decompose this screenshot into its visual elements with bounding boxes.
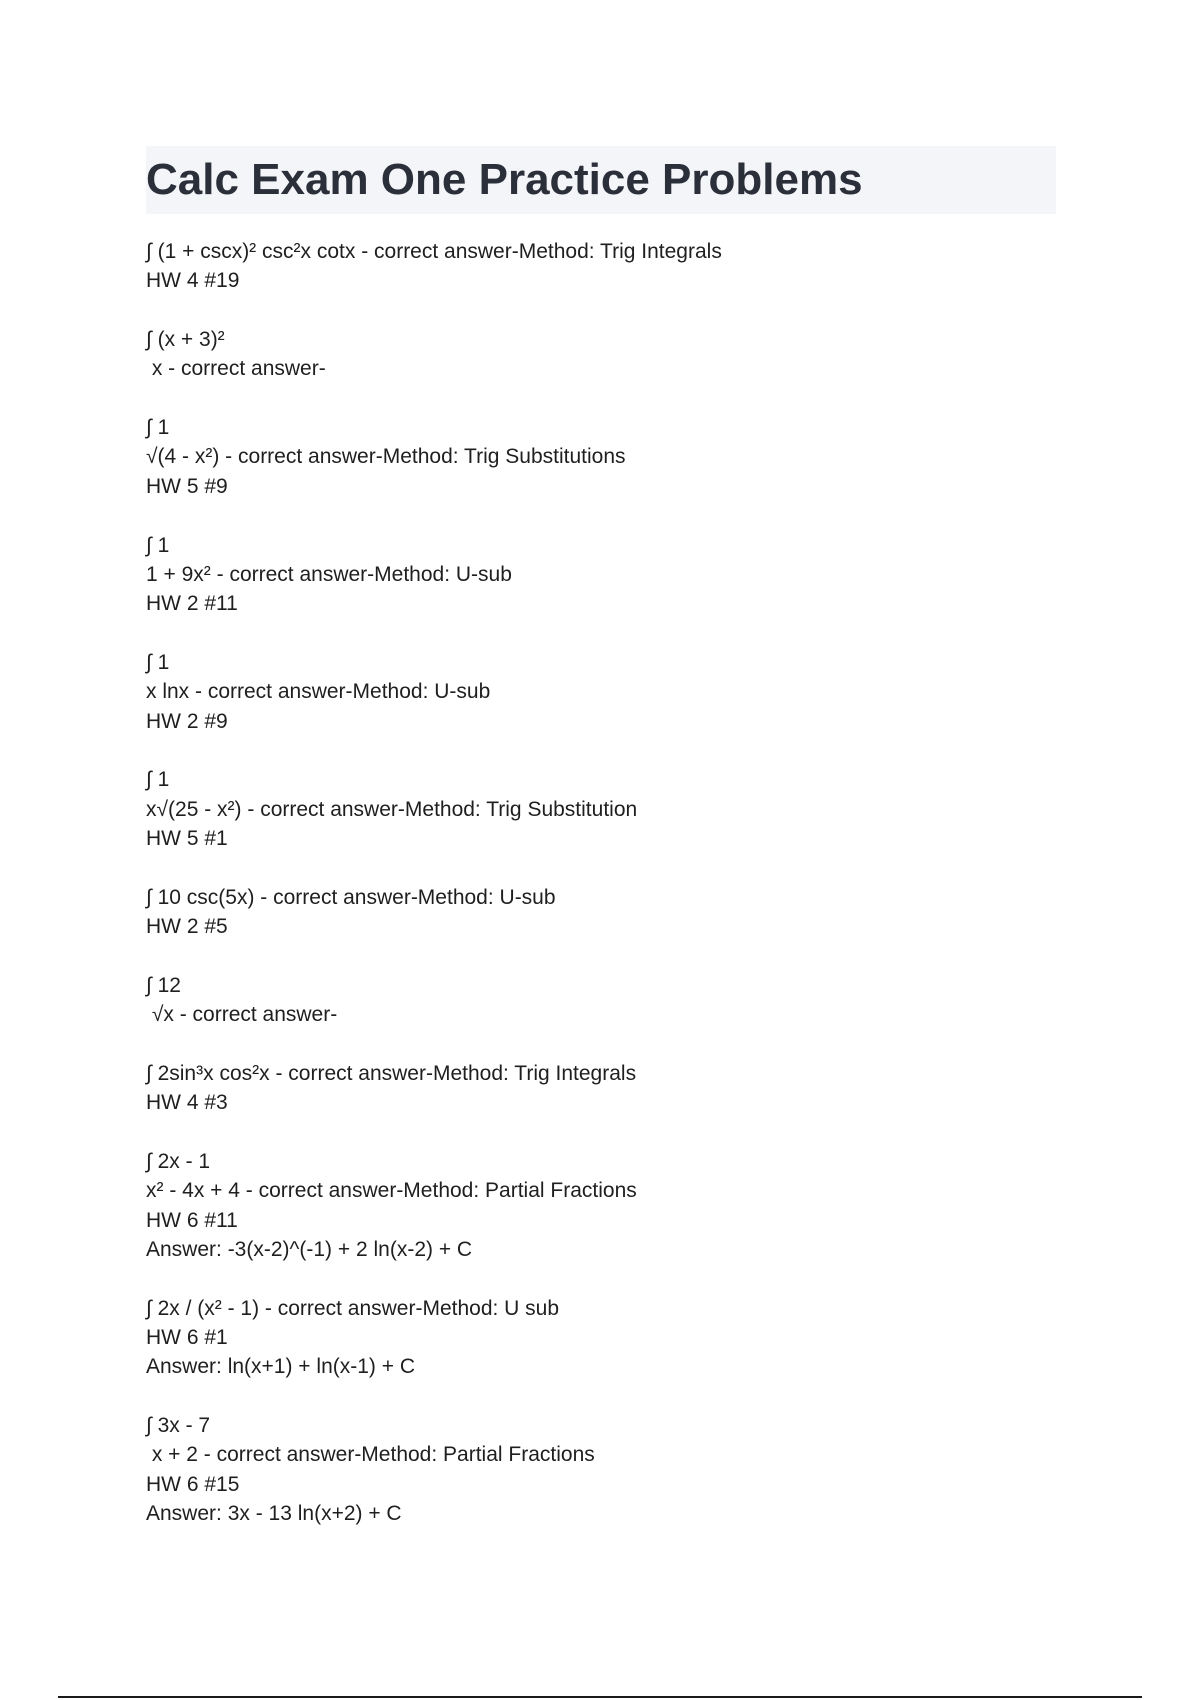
problem-detail-line: HW 2 #11: [146, 592, 238, 616]
problem-detail-line: HW 4 #19: [146, 269, 240, 293]
problem-integral: ∫ 12: [146, 973, 181, 997]
problem-integral: ∫ 1: [146, 650, 170, 674]
problem-item: [146, 1294, 1046, 1382]
problem-item: [146, 531, 1046, 619]
problem-detail-line: x√(25 - x²) - correct answer-Method: Trig Substitution: [146, 797, 638, 821]
problem-detail-line: HW 6 #15: [146, 1472, 240, 1496]
problem-detail-line: HW 2 #5: [146, 915, 228, 939]
problem-item: [146, 765, 1046, 853]
problem-item: [146, 883, 1046, 942]
problem-detail-line: HW 5 #1: [146, 826, 228, 850]
problem-detail-line: Answer: 3x - 13 ln(x+2) + C: [146, 1502, 402, 1525]
problem-integral: ∫ 2x - 1: [146, 1150, 211, 1174]
problem-detail-line: HW 6 #11: [146, 1208, 238, 1232]
problem-detail-line: x - correct answer-: [146, 357, 326, 381]
problem-integral: ∫ (x + 3)²: [146, 328, 225, 352]
page-title: Calc Exam One Practice Problems: [146, 155, 863, 204]
problem-detail-line: x² - 4x + 4 - correct answer-Method: Partial Fractions: [146, 1179, 637, 1203]
problem-item: [146, 237, 1046, 296]
problem-item: [146, 648, 1046, 736]
problem-integral: ∫ 10 csc(5x) - correct answer-Method: U-sub: [146, 885, 556, 909]
problem-detail-line: HW 6 #1: [146, 1326, 228, 1350]
problem-detail-line: 1 + 9x² - correct answer-Method: U-sub: [146, 562, 512, 586]
problem-detail-line: x lnx - correct answer-Method: U-sub: [146, 680, 491, 704]
footer-divider: [58, 1696, 1142, 1698]
problem-integral: ∫ 3x - 7: [146, 1414, 211, 1438]
problem-item: [146, 1059, 1046, 1118]
problem-item: [146, 413, 1046, 501]
problem-integral: ∫ 2sin³x cos²x - correct answer-Method: Trig Integrals: [146, 1061, 637, 1085]
problem-integral: ∫ 1: [146, 416, 170, 440]
problem-detail-line: HW 5 #9: [146, 474, 228, 498]
problem-item: [146, 1147, 1046, 1264]
problem-item: [146, 1411, 1046, 1528]
problem-list: [146, 237, 1046, 1558]
problem-detail-line: HW 2 #9: [146, 709, 228, 733]
title-banner: [146, 146, 1056, 214]
problem-integral: ∫ 2x / (x² - 1) - correct answer-Method: U sub: [146, 1296, 560, 1320]
problem-integral: ∫ 1: [146, 768, 170, 792]
problem-item: [146, 325, 1046, 384]
problem-detail-line: Answer: ln(x+1) + ln(x-1) + C: [146, 1355, 416, 1379]
problem-detail-line: √x - correct answer-: [146, 1003, 338, 1027]
problem-integral: ∫ 1: [146, 533, 170, 557]
problem-integral: ∫ (1 + cscx)² csc²x cotx - correct answer-Method: Trig Integrals: [146, 240, 722, 263]
problem-detail-line: x + 2 - correct answer-Method: Partial Fractions: [146, 1443, 595, 1467]
problem-detail-line: Answer: -3(x-2)^(-1) + 2 ln(x-2) + C: [146, 1237, 473, 1261]
problem-detail-line: √(4 - x²) - correct answer-Method: Trig Substitutions: [146, 445, 626, 469]
problem-item: [146, 971, 1046, 1030]
problem-detail-line: HW 4 #3: [146, 1091, 228, 1115]
